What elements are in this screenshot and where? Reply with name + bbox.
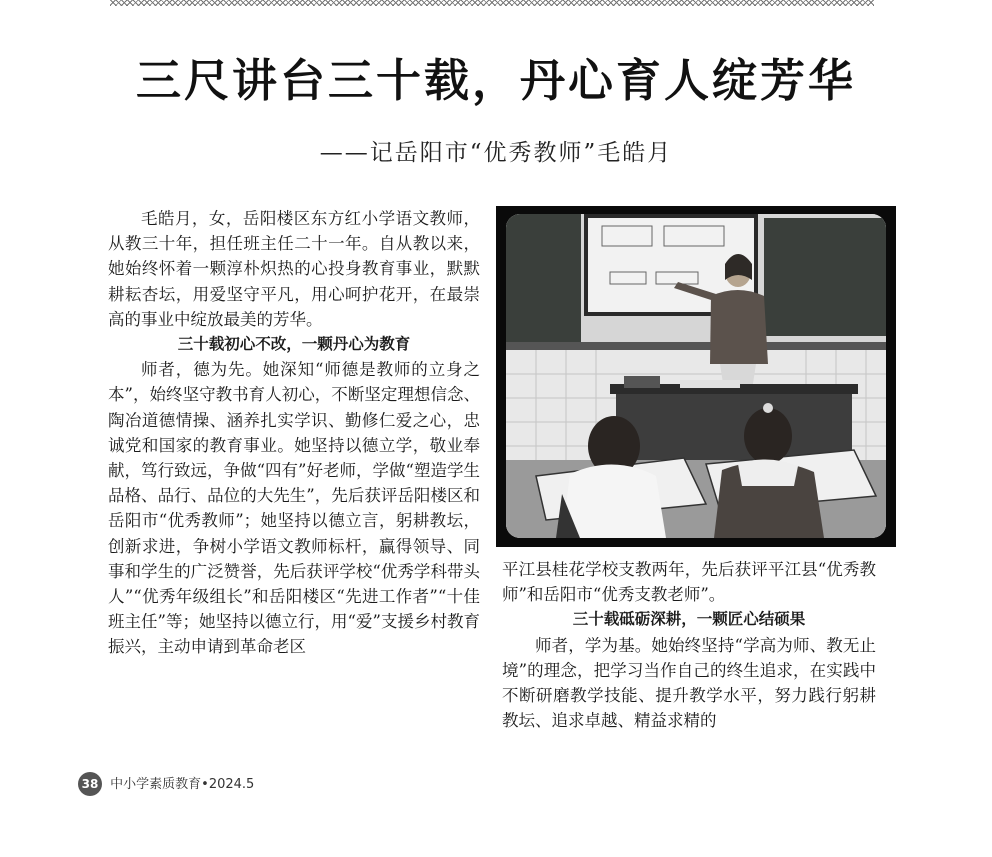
article-title: 三尺讲台三十载，丹心育人绽芳华 <box>135 54 856 107</box>
left-column <box>108 206 480 660</box>
section-heading-1: 三十载初心不改，一颗丹心为教育 <box>177 335 411 354</box>
top-decorative-border <box>110 0 874 6</box>
section-2-paragraph: 师者，学为基。她始终坚持“学高为师、教无止境”的理念，把学习当作自己的终生追求，在实践中不断研磨教学技能、提升教学水平，努力践行躬耕教坛、追求卓越、精益求精的 <box>502 635 876 731</box>
page-number: 38 <box>78 772 102 796</box>
continued-paragraph: 平江县桂花学校支教两年，先后获评平江县“优秀教师”和岳阳市“优秀支教老师”。 <box>502 560 876 605</box>
classroom-photo-frame <box>496 206 896 547</box>
section-1-paragraph: 师者，德为先。她深知“师德是教师的立身之本”，始终坚守教书育人初心，不断坚定理想信念、陶冶道德情操、涵养扎实学识、勤修仁爱之心，忠诚党和国家的教育事业。她坚持以德立学，敬业奉献，笃行致远，争做“四有”好老师，学做“塑造学生品格、品行、品位的大先生”，先后获评岳阳楼区和岳阳市“优秀教师”；她坚持以德立言，躬耕教坛，创新求进，争树小学语文教师标杆，赢得领导、同事和学生的广泛赞誉，先后获评学校“优秀学科带头人”“优秀年级组长”和岳阳楼区“先进工作者”“十佳班主任”等；她坚持以德立行，用“爱”支援乡村教育振兴，主动申请到革命老区 <box>108 360 480 657</box>
right-column <box>502 557 876 733</box>
classroom-photo <box>506 214 886 538</box>
article-subtitle: ——记岳阳市“优秀教师”毛皓月 <box>319 140 673 166</box>
journal-name: 中小学素质教育 <box>110 777 202 792</box>
page-footer <box>78 772 254 796</box>
journal-issue: •2024.5 <box>201 777 255 792</box>
intro-paragraph: 毛皓月，女，岳阳楼区东方红小学语文教师，从教三十年，担任班主任二十一年。自从教以来，她始终怀着一颗淳朴炽热的心投身教育事业，默默耕耘杏坛，用爱坚守平凡，用心呵护花开，在最崇高的事业中绽放最美的芳华。 <box>108 209 480 329</box>
section-heading-2: 三十载砥砺深耕，一颗匠心结硕果 <box>572 610 806 629</box>
